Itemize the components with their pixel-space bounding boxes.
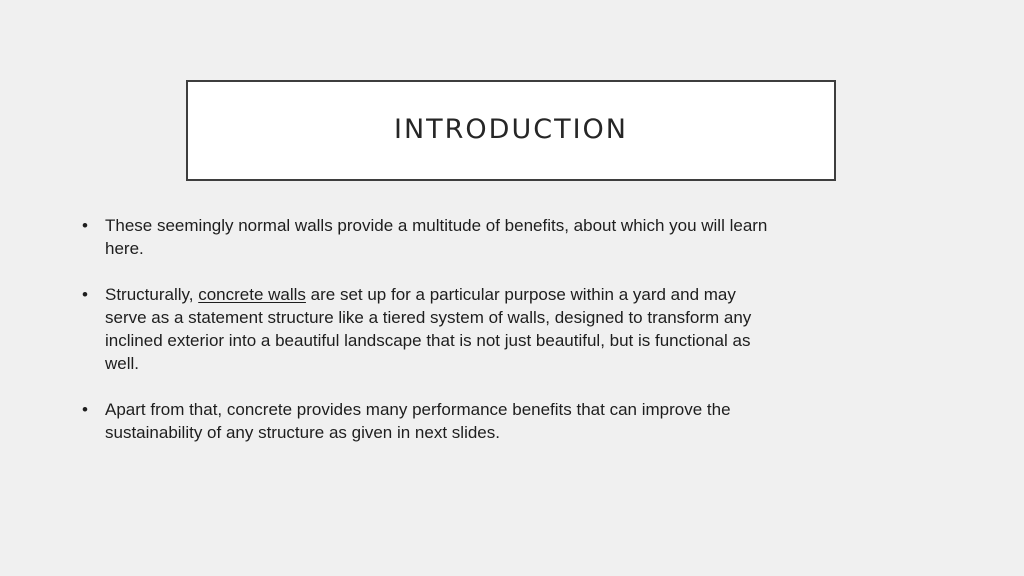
- bullet-marker: •: [82, 285, 88, 304]
- bullet-text: Apart from that, concrete provides many performance benefits that can improve the sustainability of any structure as given in next slides.: [105, 400, 731, 442]
- bullet-text-prefix: Structurally,: [105, 285, 199, 304]
- bullet-text-suffix: are set up for a particular purpose within a yard and may serve as a statement structure like a tiered system of walls, designed to transform any inclined exterior into a beautiful landscape that is not just beautiful, but is functional as well.: [105, 285, 752, 373]
- slide-title: INTRODUCTION: [394, 114, 628, 145]
- bullet-list: [82, 214, 782, 467]
- bullet-item-2: [82, 283, 782, 375]
- bullet-item-3: [82, 398, 782, 444]
- bullet-item-1: [82, 214, 782, 260]
- title-box: [186, 80, 836, 181]
- bullet-text: These seemingly normal walls provide a multitude of benefits, about which you will learn here.: [105, 216, 768, 258]
- bullet-marker: •: [82, 216, 88, 235]
- concrete-walls-link[interactable]: concrete walls: [198, 285, 306, 304]
- bullet-marker: •: [82, 400, 88, 419]
